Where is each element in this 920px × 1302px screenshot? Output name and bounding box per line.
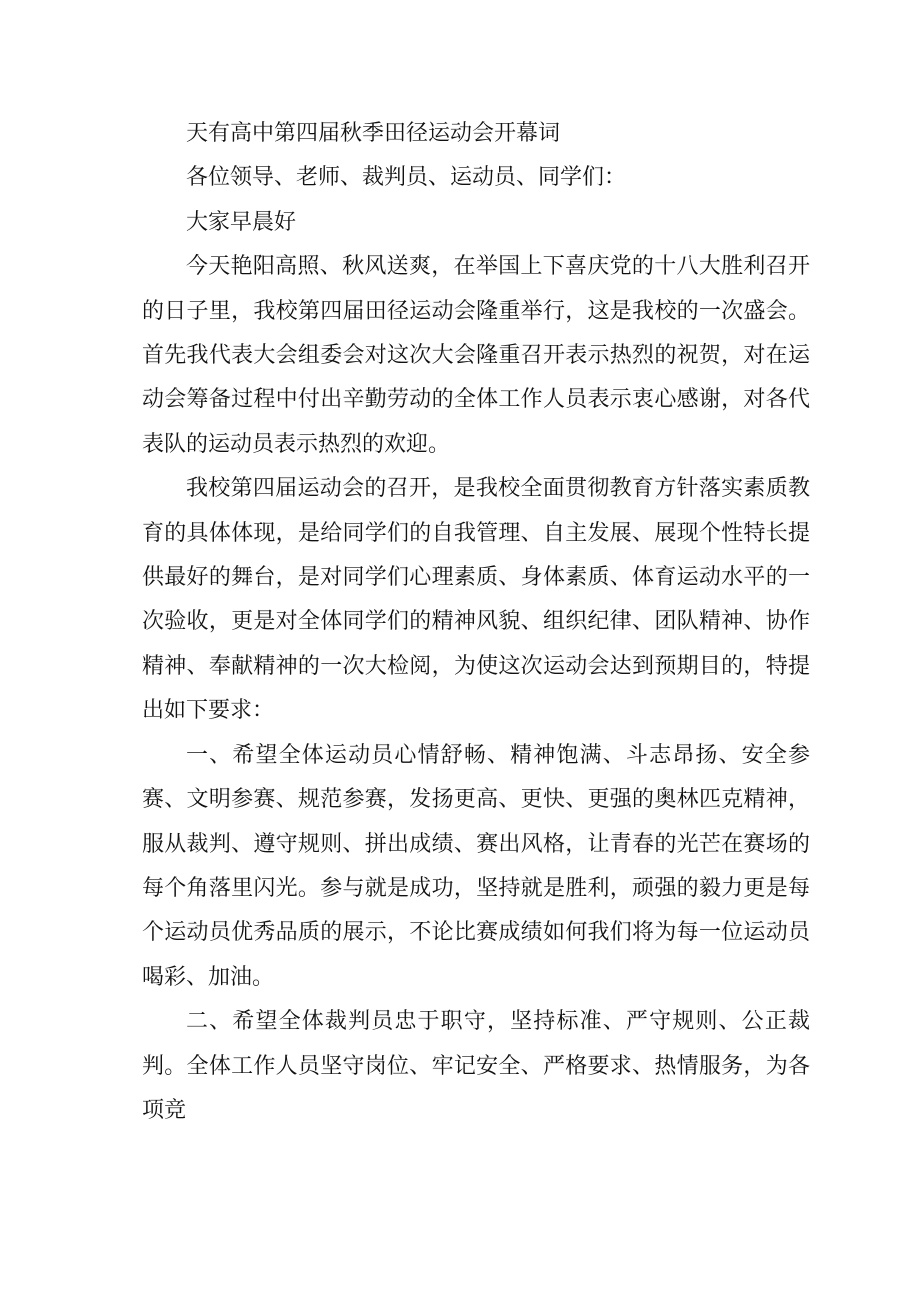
document-page <box>142 112 810 1133</box>
greeting: 大家早晨好 <box>186 209 297 235</box>
paragraph-4: 二、希望全体裁判员忠于职守，坚持标准、严守规则、公正裁判。全体工作人员坚守岗位、牢记安全、严格要求、热情服务，为各项竞 <box>142 1009 810 1123</box>
paragraph-2: 我校第四届运动会的召开，是我校全面贯彻教育方针落实素质教育的具体体现，是给同学们的自我管理、自主发展、展现个性特长提供最好的舞台，是对同学们心理素质、身体素质、体育运动水平的一次验收，更是对全体同学们的精神风貌、组织纪律、团队精神、协作精神、奉献精神的一次大检阅，为使这次运动会达到预期目的，特提出如下要求： <box>142 476 810 724</box>
paragraph-1: 今天艳阳高照、秋风送爽，在举国上下喜庆党的十八大胜利召开的日子里，我校第四届田径运动会隆重举行，这是我校的一次盛会。首先我代表大会组委会对这次大会隆重召开表示热烈的祝贺，对在运动会筹备过程中付出辛勤劳动的全体工作人员表示衷心感谢，对各代表队的运动员表示热烈的欢迎。 <box>142 254 810 457</box>
document-title: 天有高中第四届秋季田径运动会开幕词 <box>186 121 561 146</box>
salutation: 各位领导、老师、裁判员、运动员、同学们： <box>186 165 627 191</box>
paragraph-3: 一、希望全体运动员心情舒畅、精神饱满、斗志昂扬、安全参赛、文明参赛、规范参赛，发扬更高、更快、更强的奥林匹克精神，服从裁判、遵守规则、拼出成绩、赛出风格，让青春的光芒在赛场的每个角落里闪光。参与就是成功，坚持就是胜利，顽强的毅力更是每个运动员优秀品质的展示，不论比赛成绩如何我们将为每一位运动员喝彩、加油。 <box>142 742 810 990</box>
